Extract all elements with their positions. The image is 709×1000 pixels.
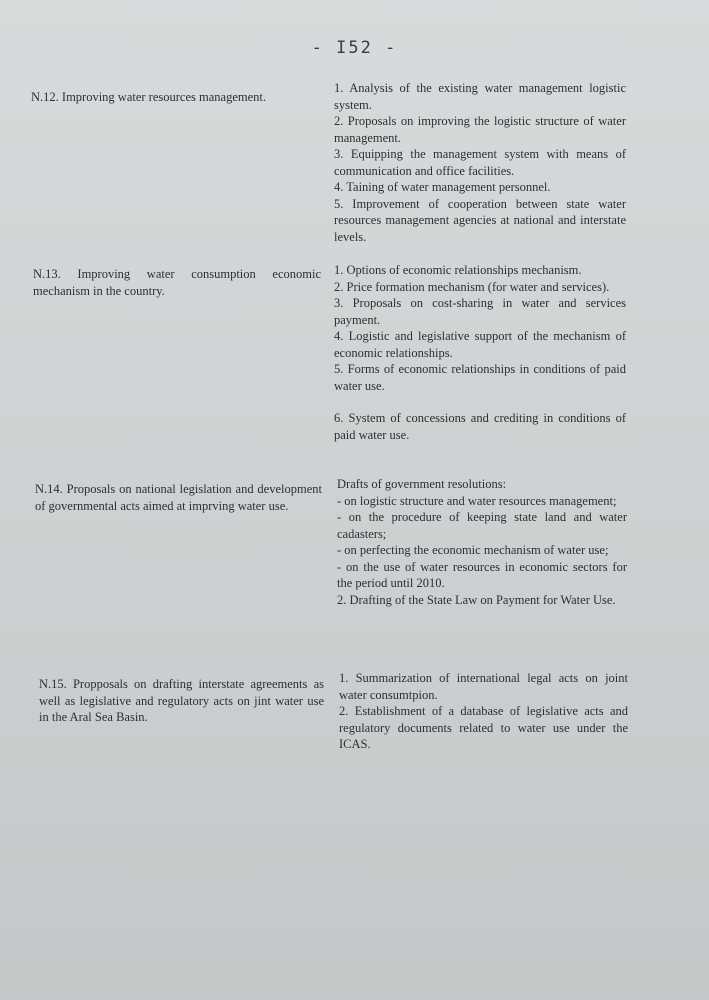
list-item: 2. Drafting of the State Law on Payment for Water Use. — [337, 592, 616, 607]
list-item: 4. Taining of water management personnel. — [334, 180, 551, 194]
list-item: - on the procedure of keeping state land and water cadasters; — [337, 510, 627, 541]
list-item: - on the use of water resources in economic sectors for the period until 2010. — [337, 559, 627, 590]
list-item: 5. Improvement of cooperation between state water resources management agencies at national and interstate levels. — [334, 196, 626, 244]
spacer — [334, 394, 626, 410]
list-item: 2. Establishment of a database of legislative acts and regulatory documents related to water use under the ICAS. — [339, 704, 628, 751]
list-item: - on logistic structure and water resources management; — [337, 493, 617, 508]
section-n14-title: N.14. Proposals on national legislation and development of governmental acts aimed at imprving water use. — [35, 482, 322, 513]
list-item: - on perfecting the economic mechanism of water use; — [337, 543, 609, 557]
list-item: 2. Proposals on improving the logistic structure of water management. — [334, 114, 626, 145]
list-item: 2. Price formation mechanism (for water and services). — [334, 279, 610, 294]
list-item: 5. Forms of economic relationships in conditions of paid water use. — [334, 362, 626, 393]
list-item: Drafts of government resolutions: — [337, 477, 507, 491]
list-item: 3. Equipping the management system with means of communication and office facilities. — [334, 147, 626, 178]
list-item: 4. Logistic and legislative support of the mechanism of economic relationships. — [334, 329, 626, 360]
section-n12-title: N.12. Improving water resources management. — [31, 90, 266, 104]
section-n15-title: N.15. Propposals on drafting interstate agreements as well as legislative and regulatory acts on jint water use in the Aral Sea Basin. — [39, 677, 324, 724]
section-n13-points — [334, 262, 626, 443]
page-number: - I52 - — [311, 38, 398, 58]
section-n13-title: N.13. Improving water consumption economic mechanism in the country. — [33, 267, 321, 298]
list-item: 1. Analysis of the existing water management logistic system. — [334, 81, 626, 112]
section-n12-points — [334, 80, 626, 245]
section-n15-points — [339, 670, 628, 753]
list-item: 1. Options of economic relationships mechanism. — [334, 263, 582, 277]
list-item: 1. Summarization of international legal acts on joint water consumtpion. — [339, 671, 628, 702]
list-item: 6. System of concessions and crediting in conditions of paid water use. — [334, 411, 626, 442]
section-n14-points — [337, 476, 627, 608]
list-item: 3. Proposals on cost-sharing in water and services payment. — [334, 296, 626, 327]
